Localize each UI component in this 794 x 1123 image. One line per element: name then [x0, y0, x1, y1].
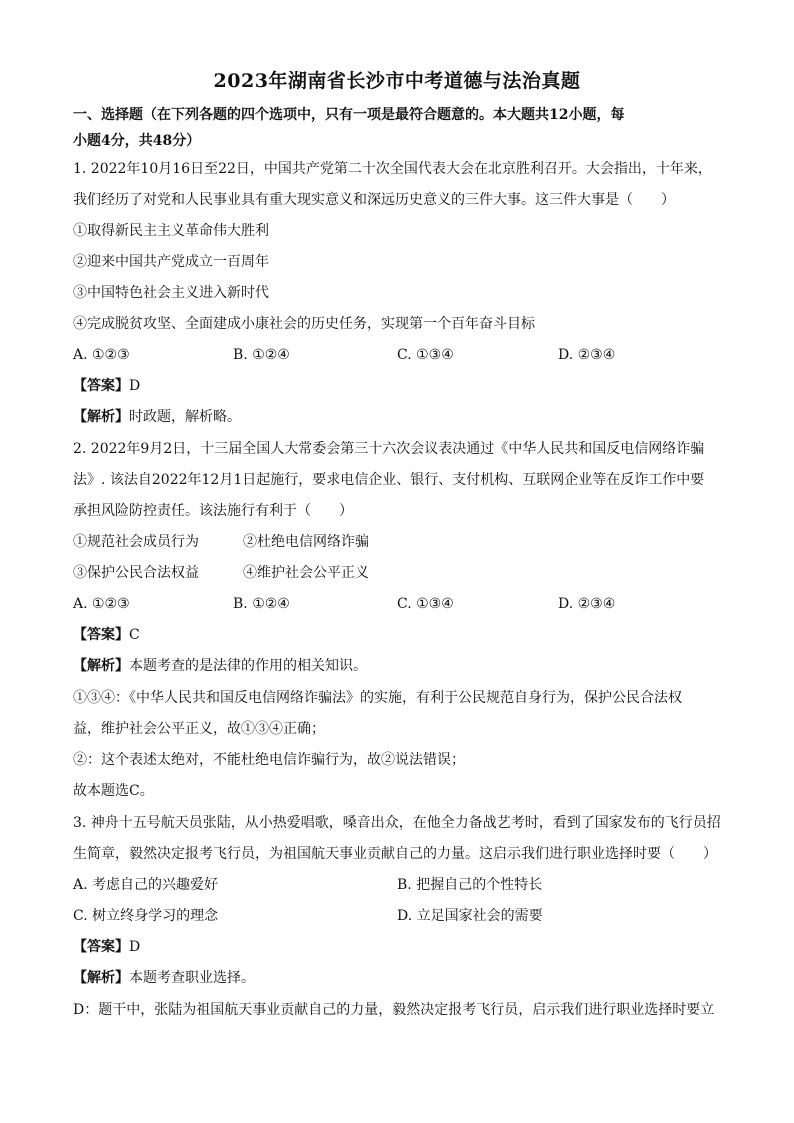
q2-option-c: C. ①③④ [397, 596, 454, 612]
q3-option-a: A. 考虑自己的兴趣爱好 [73, 877, 219, 893]
q1-item-4: ④完成脱贫攻坚、全面建成小康社会的历史任务，实现第一个百年奋斗目标 [73, 316, 535, 332]
page-title: 2023年湖南省长沙市中考道德与法治真题 [213, 70, 581, 92]
q2-stem-line1: 2. 2022年9月2日，十三届全国人大常委会第三十六次会议表决通过《中华人民共和国反电信网络诈骗 [73, 441, 705, 457]
q1-option-c: C. ①③④ [397, 347, 454, 363]
section-heading-line2: 小题4分，共48分） [73, 133, 201, 149]
q2-item-3: ③保护公民合法权益 [73, 565, 199, 581]
q2-answer-value: C [129, 627, 140, 643]
q1-answer [73, 377, 140, 395]
q1-stem-line1: 1. 2022年10月16日至22日，中国共产党第二十次全国代表大会在北京胜利召开。大会指出，十年来， [73, 161, 712, 177]
q3-explanation-line1: D：题干中，张陆为祖国航天事业贡献自己的力量，毅然决定报考飞行员，启示我们进行职业选择时要立 [73, 1002, 715, 1018]
q1-option-a: A. ①②③ [73, 347, 130, 363]
answer-tag: 【答案】 [73, 939, 129, 955]
analysis-tag: 【解析】 [73, 409, 129, 425]
q3-option-b: B. 把握自己的个性特长 [397, 877, 543, 893]
analysis-tag: 【解析】 [73, 970, 129, 986]
analysis-tag: 【解析】 [73, 658, 129, 674]
q1-analysis [73, 408, 241, 426]
q3-answer-value: D [129, 939, 141, 955]
q2-option-a: A. ①②③ [73, 596, 130, 612]
q3-option-d: D. 立足国家社会的需要 [397, 908, 543, 924]
q2-explanation-line4: 故本题选C。 [73, 783, 154, 799]
q1-item-2: ②迎来中国共产党成立一百周年 [73, 254, 269, 270]
q1-analysis-text: 时政题，解析略。 [129, 409, 241, 425]
q2-analysis [73, 657, 367, 675]
q2-explanation-line2: 益，维护社会公平正义，故①③④正确； [73, 721, 325, 737]
q3-analysis [73, 969, 255, 987]
answer-tag: 【答案】 [73, 378, 129, 394]
q2-answer [73, 626, 140, 644]
section-heading-line1: 一、选择题（在下列各题的四个选项中，只有一项是最符合题意的。本大题共12小题，每 [73, 107, 625, 123]
q2-option-b: B. ①②④ [233, 596, 290, 612]
q3-answer [73, 938, 140, 956]
q3-stem-line1: 3. 神舟十五号航天员张陆，从小热爱唱歌，嗓音出众，在他全力备战艺考时，看到了国家发布的飞行员招 [73, 815, 721, 831]
q1-option-b: B. ①②④ [233, 347, 290, 363]
q2-explanation-line1: ①③④：《中华人民共和国反电信网络诈骗法》的实施，有利于公民规范自身行为，保护公民合法权 [73, 690, 682, 706]
q3-option-c: C. 树立终身学习的理念 [73, 908, 219, 924]
q2-stem-line2: 法》. 该法自2022年12月1日起施行，要求电信企业、银行、支付机构、互联网企业等在反诈工作中要 [73, 472, 705, 488]
q2-analysis-text: 本题考查的是法律的作用的相关知识。 [129, 658, 367, 674]
q2-item-1: ①规范社会成员行为 [73, 534, 199, 550]
q1-answer-value: D [129, 378, 141, 394]
q1-stem-line2: 我们经历了对党和人民事业具有重大现实意义和深远历史意义的三件大事。这三件大事是（ ） [73, 192, 675, 208]
q1-option-d: D. ②③④ [558, 347, 616, 363]
q3-analysis-text: 本题考查职业选择。 [129, 970, 255, 986]
q1-item-3: ③中国特色社会主义进入新时代 [73, 285, 269, 301]
q2-item-2: ②杜绝电信网络诈骗 [243, 534, 369, 550]
q2-explanation-line3: ②：这个表述太绝对，不能杜绝电信诈骗行为，故②说法错误； [73, 752, 465, 768]
q2-stem-line3: 承担风险防控责任。该法施行有利于（ ） [73, 503, 353, 519]
q2-item-4: ④维护社会公平正义 [243, 565, 369, 581]
q1-item-1: ①取得新民主主义革命伟大胜利 [73, 223, 269, 239]
q2-option-d: D. ②③④ [558, 596, 616, 612]
answer-tag: 【答案】 [73, 627, 129, 643]
q3-stem-line2: 生简章，毅然决定报考飞行员，为祖国航天事业贡献自己的力量。这启示我们进行职业选择时要（ ） [73, 846, 717, 862]
